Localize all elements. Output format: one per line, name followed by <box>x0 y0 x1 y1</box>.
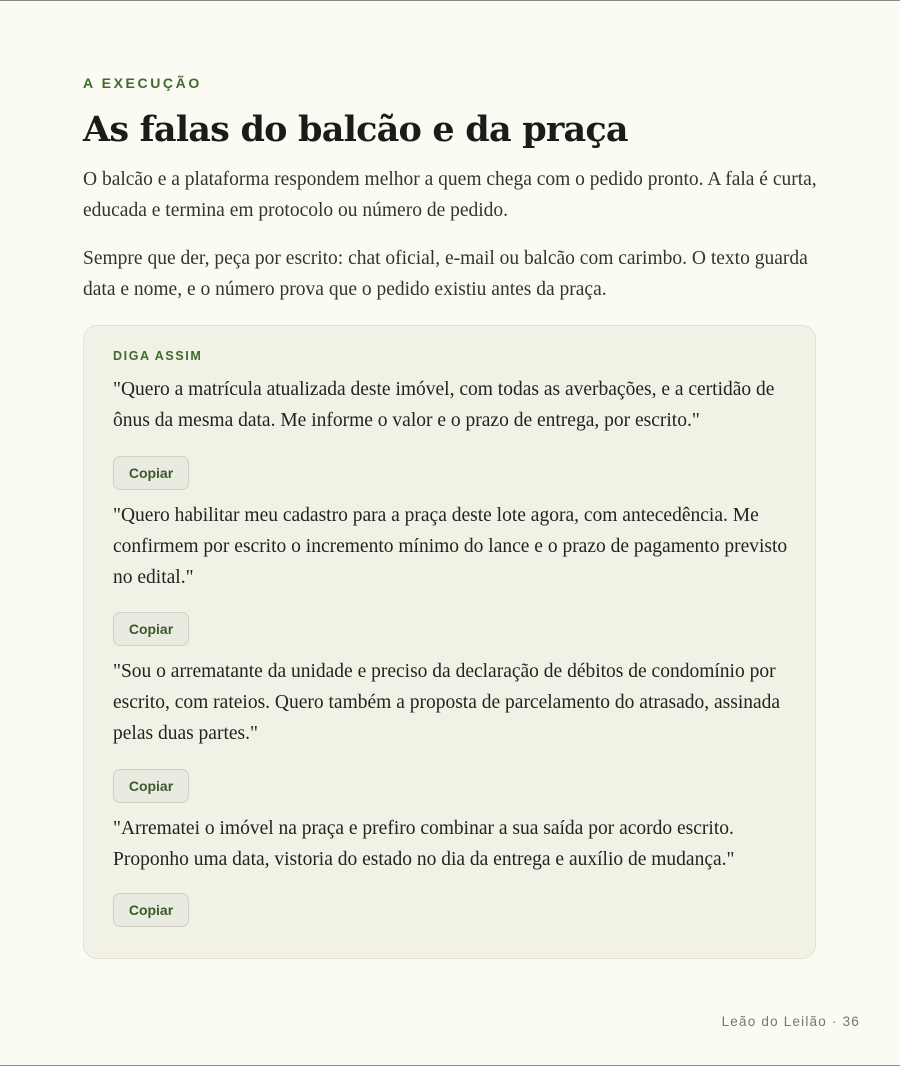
intro-paragraph-2: Sempre que der, peça por escrito: chat oficial, e-mail ou balcão com carimbo. O texto guarda data e nome, e o número prova que o pedido existiu antes da praça. <box>83 248 808 300</box>
page-footer: Leão do Leilão · 36 <box>721 1014 860 1029</box>
copy-button-2[interactable]: Copiar <box>113 612 189 646</box>
section-eyebrow: A EXECUÇÃO <box>83 75 202 91</box>
scripts-card <box>83 325 816 959</box>
script-quote-1: "Quero a matrícula atualizada deste imóvel, com todas as averbações, e a certidão de ônus da mesma data. Me informe o valor e o prazo de entrega, por escrito." <box>113 379 775 431</box>
copy-button-3[interactable]: Copiar <box>113 769 189 803</box>
script-quote-4: "Arrematei o imóvel na praça e prefiro combinar a sua saída por acordo escrito. Proponho uma data, vistoria do estado no dia da entrega e auxílio de mudança." <box>113 818 735 870</box>
script-quote-3: "Sou o arrematante da unidade e preciso da declaração de débitos de condomínio por escrito, com rateios. Quero também a proposta de parcelamento do atrasado, assinada pelas duas partes." <box>113 661 781 744</box>
copy-button-1[interactable]: Copiar <box>113 456 189 490</box>
intro-paragraph-1: O balcão e a plataforma respondem melhor a quem chega com o pedido pronto. A fala é curta, educada e termina em protocolo ou número de pedido. <box>83 169 817 221</box>
copy-button-4[interactable]: Copiar <box>113 893 189 927</box>
script-quote-2: "Quero habilitar meu cadastro para a praça deste lote agora, com antecedência. Me confirmem por escrito o incremento mínimo do lance e o prazo de pagamento previsto no edital." <box>113 505 788 588</box>
card-label: DIGA ASSIM <box>113 349 203 363</box>
page-title: As falas do balcão e da praça <box>83 109 628 150</box>
